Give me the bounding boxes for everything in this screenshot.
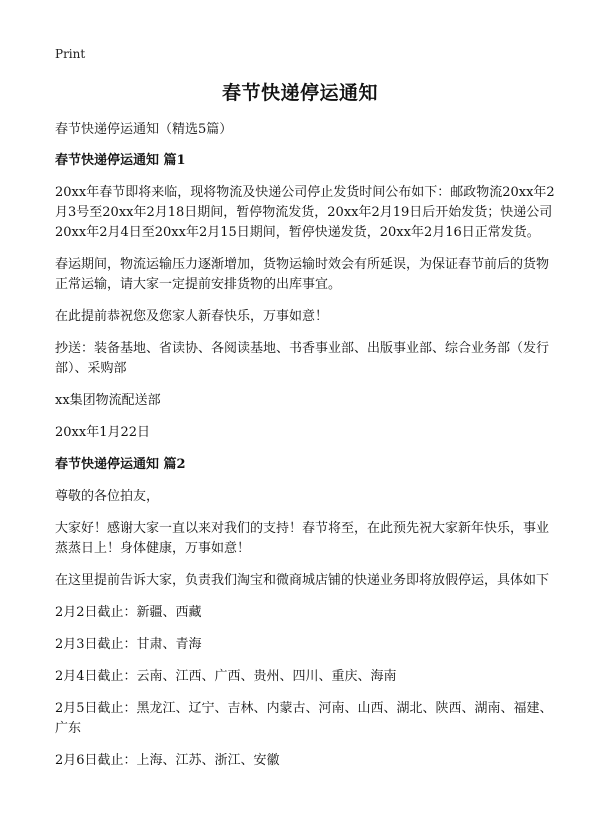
paragraph: 抄送：装备基地、省读协、各阅读基地、书香事业部、出版事业部、综合业务部（发行部）、采购部	[55, 341, 550, 376]
paragraph: 在这里提前告诉大家，负责我们淘宝和微商城店铺的快递业务即将放假停运，具体如下	[55, 573, 550, 588]
section-heading-2: 春节快递停运通知 篇2	[55, 457, 186, 472]
paragraph: 春运期间，物流运输压力逐渐增加，货物运输时效会有所延误，为保证春节前后的货物正常运输，请大家一定提前安排货物的出库事宜。	[55, 257, 550, 292]
date-line: 20xx年1月22日	[55, 425, 151, 440]
document-subtitle: 春节快递停运通知（精选5篇）	[55, 122, 233, 137]
deadline-item: 2月2日截止：新疆、西藏	[55, 605, 202, 620]
deadline-item: 2月5日截止：黑龙江、辽宁、吉林、内蒙古、河南、山西、湖北、陕西、湖南、福建、广东	[55, 701, 553, 736]
document-body	[55, 120, 555, 783]
signature-line: xx集团物流配送部	[55, 393, 161, 408]
deadline-item: 2月3日截止：甘肃、青海	[55, 637, 202, 652]
deadline-item: 2月4日截止：云南、江西、广西、贵州、四川、重庆、海南	[55, 669, 397, 684]
paragraph: 大家好！感谢大家一直以来对我们的支持！春节将至，在此预先祝大家新年快乐，事业蒸蒸日上！身体健康，万事如意！	[55, 521, 550, 556]
page-title: 春节快递停运通知	[221, 82, 378, 104]
paragraph: 20xx年春节即将来临，现将物流及快递公司停止发货时间公布如下：邮政物流20xx年2月3号至20xx年2月18日期间，暂停物流发货，20xx年2月19日后开始发货；快递公司20xx年2月4日至20xx年2月15日期间，暂停快递发货，20xx年2月16日正常发货。	[55, 185, 555, 240]
deadline-item: 2月6日截止：上海、江苏、浙江、安徽	[55, 753, 280, 768]
section-heading-1: 春节快递停运通知 篇1	[55, 153, 186, 168]
paragraph: 尊敬的各位拍友，	[55, 489, 160, 504]
print-label: Print	[55, 47, 86, 61]
paragraph: 在此提前恭祝您及您家人新春快乐，万事如意！	[55, 309, 329, 324]
